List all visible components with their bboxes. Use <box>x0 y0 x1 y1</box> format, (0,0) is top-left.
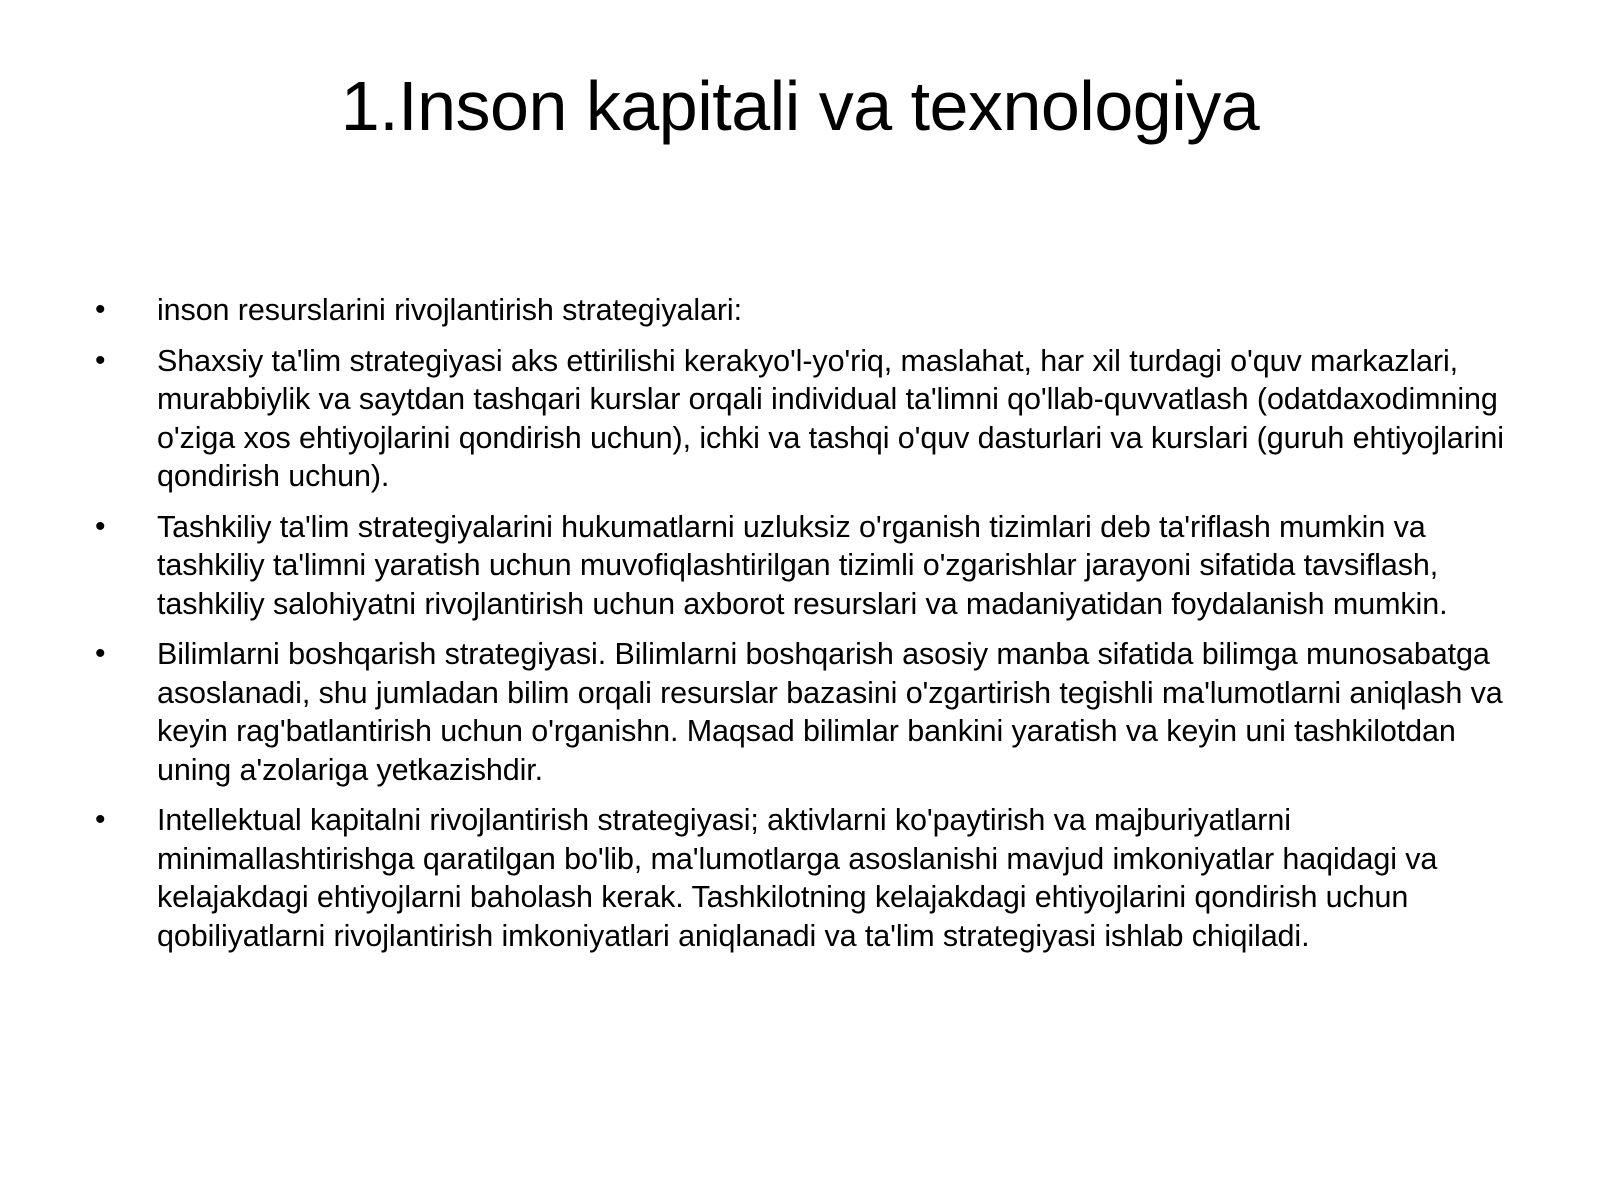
bullet-text: Tashkiliy ta'lim strategiyalarini hukumatlarni uzluksiz o'rganish tizimlari deb ta'riflash mumkin va tashkiliy ta'limni yaratish uchun muvofiqlashtirilgan tizimli o'zgarishlar jarayoni sifatida tavsiflash, tashkiliy salohiyatni rivojlantirish uchun axborot resurslari va madaniyatidan foydalanish mumkin. <box>157 509 1448 621</box>
bullet-icon: • <box>95 637 106 670</box>
bullet-icon: • <box>95 803 106 836</box>
bullet-item <box>95 635 1525 789</box>
bullet-icon: • <box>95 509 106 543</box>
bullet-icon: • <box>95 293 106 326</box>
bullet-item <box>95 508 1525 624</box>
bullet-list <box>95 291 1525 967</box>
bullet-text: inson resurslarini rivojlantirish strategiyalari: <box>157 293 742 327</box>
bullet-item <box>95 291 1525 330</box>
bullet-text: Intellektual kapitalni rivojlantirish strategiyasi; aktivlarni ko'paytirish va majburiyatlarni minimallashtirishga qaratilgan bo'lib, ma'lumotlarga asoslanishi mavjud imkoniyatlar haqidagi va kelajakdagi ehtiyojlarni baholash kerak. Tashkilotning kelajakdagi ehtiyojlarini qondirish uchun qobiliyatlarni rivojlantirish imkoniyatlari aniqlanadi va ta'lim strategiyasi ishlab chiqiladi. <box>157 803 1438 953</box>
slide-title: 1.Inson kapitali va texnologiya <box>340 67 1260 145</box>
bullet-text: Bilimlarni boshqarish strategiyasi. Bilimlarni boshqarish asosiy manba sifatida bilimga munosabatga asoslanadi, shu jumladan bilim orqali resurslar bazasini o'zgartirish tegishli ma'lumotlarni aniqlash va keyin rag'batlantirish uchun o'rganishn. Maqsad bilimlar bankini yaratish va keyin uni tashkilotdan uning a'zolariga yetkazishdir. <box>157 637 1503 787</box>
bullet-item <box>95 801 1525 955</box>
bullet-text: Shaxsiy ta'lim strategiyasi aks ettirilishi kerakyo'l-yo'riq, maslahat, har xil turdagi o'quv markazlari, murabbiylik va saytdan tashqari kurslar orqali individual ta'limni qo'llab-quvvatlash (odatdaxodimning o'ziga xos ehtiyojlarini qondirish uchun), ichki va tashqi o'quv dasturlari va kurslari (guruh ehtiyojlarini qondirish uchun). <box>157 343 1504 493</box>
bullet-item <box>95 342 1525 496</box>
bullet-icon: • <box>95 343 106 377</box>
